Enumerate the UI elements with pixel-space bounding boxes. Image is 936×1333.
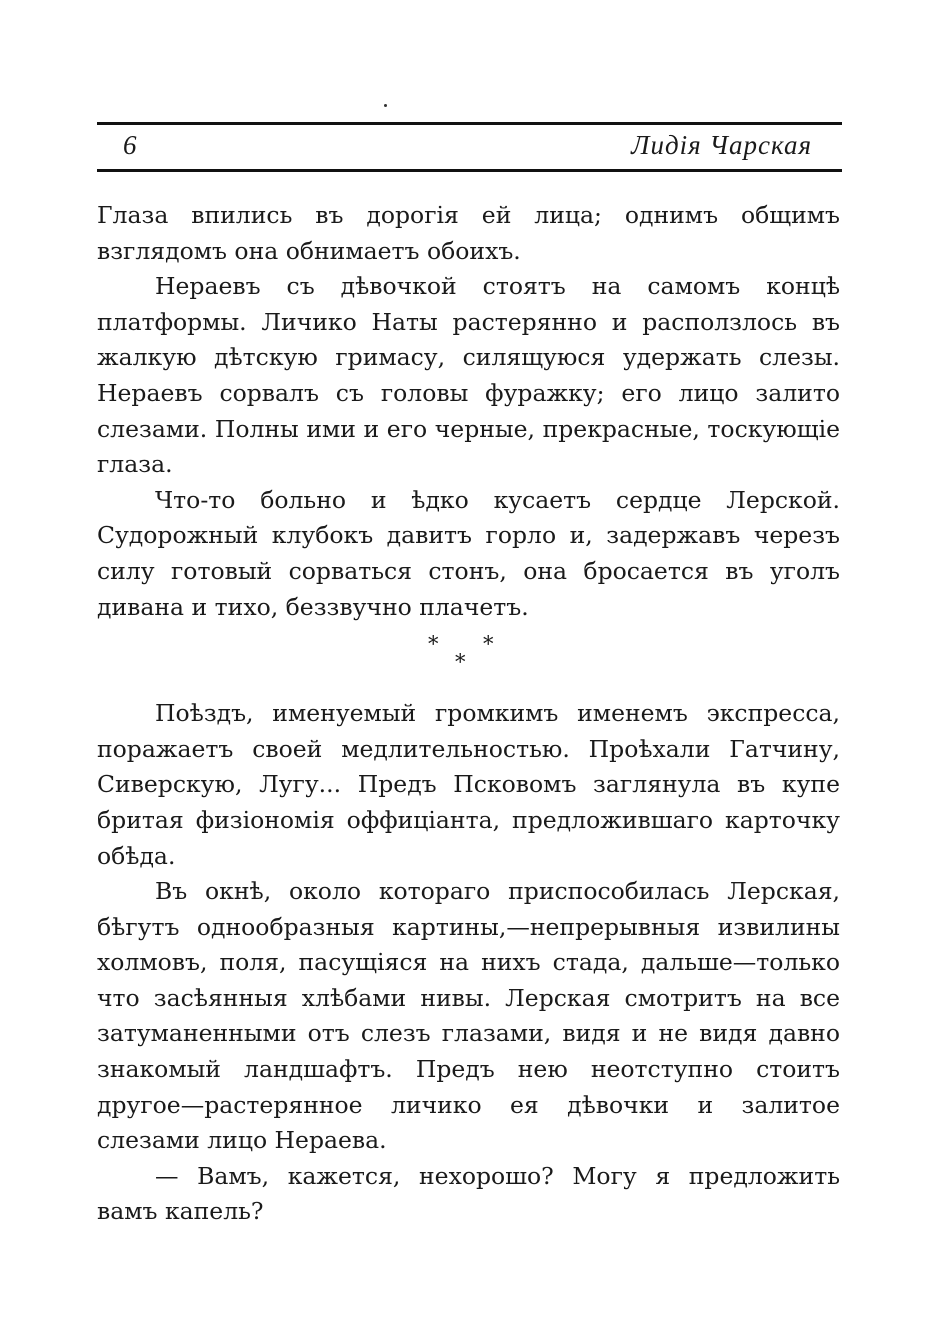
asterism-star: * [455,650,466,675]
body-text [97,198,840,1230]
paragraph: Въ окнѣ, около котораго приспособилась Лерская, бѣгутъ однообразныя картины,—непрерывныя извилины холмовъ, поля, пасущіяся на нихъ стада, дальше—только что засѣянныя хлѣбами нивы. Лерская смотритъ на все затуманенными отъ слезъ глазами, видя и не видя давно знакомый ландшафтъ. Предъ нею неотступно стоитъ другое—растерянное личико ея дѣвочки и залитое слезами лицо Нераева. [97,877,840,1155]
section-break-asterism [97,625,840,696]
paragraph: — Вамъ, кажется, нехорошо? Могу я предложить вамъ капель? [97,1161,840,1226]
paragraph: Нераевъ съ дѣвочкой стоятъ на самомъ концѣ платформы. Личико Наты растерянно и расползлось въ жалкую дѣтскую гримасу, силящуюся удержать слезы. Нераевъ сорвалъ съ головы фуражку; его лицо залито слезами. Полны ими и его черные, прекрасные, тоскующіе глаза. [97,272,840,479]
asterism-star: * [428,632,439,657]
asterism-star: * [483,632,494,657]
header-rule-top [97,122,842,125]
header-rule-bottom [97,169,842,172]
paragraph: Поѣздъ, именуемый громкимъ именемъ экспресса, поражаетъ своей медлительностью. Проѣхали Гатчину, Сиверскую, Лугу... Предъ Псковомъ заглянула въ купе бритая физіономія оффиціанта, предложившаго карточку обѣда. [97,699,840,870]
paragraph: Глаза впились въ дорогія ей лица; однимъ общимъ взглядомъ она обнимаетъ обоихъ. [97,201,840,265]
print-speck [384,104,387,107]
running-head [97,126,842,166]
running-title: Лидія Чарская [631,130,812,160]
paragraph: Что-то больно и ѣдко кусаетъ сердце Лерской. Судорожный клубокъ давитъ горло и, задержавъ черезъ силу готовый сорваться стонъ, она бросается въ уголъ дивана и тихо, беззвучно плачетъ. [97,485,840,621]
page-number: 6 [123,130,137,160]
